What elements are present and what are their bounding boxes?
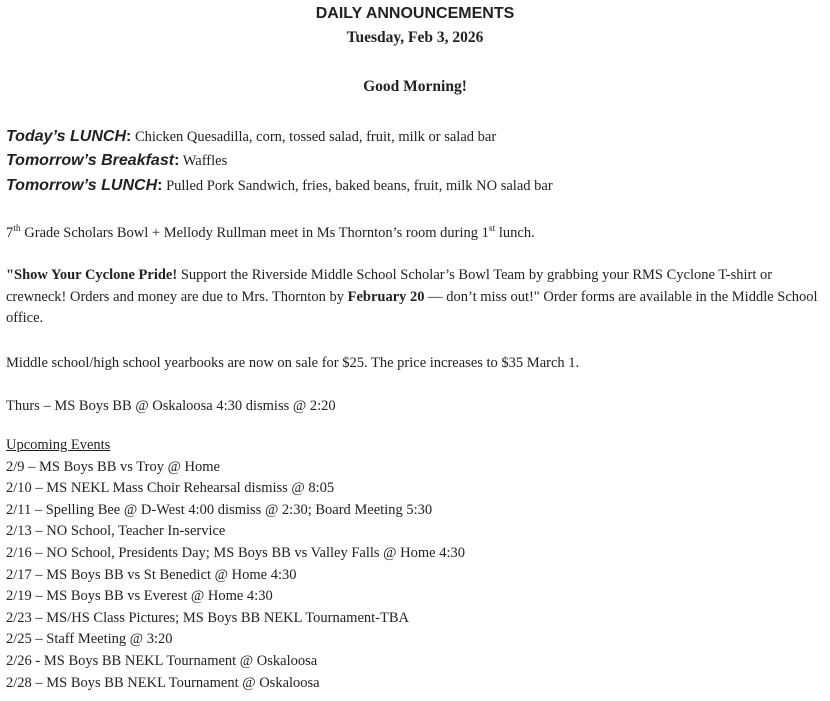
cyclone-pride-deadline: February 20 bbox=[347, 288, 425, 305]
page-title: DAILY ANNOUNCEMENTS bbox=[315, 5, 515, 22]
scholars-text-a: Grade Scholars Bowl + Mellody Rullman meet in Ms Thornton’s room during 1 bbox=[20, 225, 489, 241]
tomorrows-breakfast-line bbox=[6, 150, 227, 172]
scholars-text-b: lunch. bbox=[495, 225, 535, 241]
event-item: 2/26 - MS Boys BB NEKL Tournament @ Oskaloosa bbox=[6, 653, 318, 669]
todays-lunch-menu: Chicken Quesadilla, corn, tossed salad, fruit, milk or salad bar bbox=[131, 129, 497, 145]
tomorrows-lunch-label: Tomorrow’s LUNCH bbox=[6, 177, 158, 194]
tomorrows-lunch-colon: : bbox=[157, 177, 163, 194]
announcement-date: Tuesday, Feb 3, 2026 bbox=[346, 29, 484, 46]
event-item: 2/11 – Spelling Bee @ D-West 4:00 dismiss @ 2:30; Board Meeting 5:30 bbox=[6, 502, 433, 518]
yearbook-announcement: Middle school/high school yearbooks are now on sale for $25. The price increases to $35 March 1. bbox=[6, 355, 580, 371]
event-item: 2/19 – MS Boys BB vs Everest @ Home 4:30 bbox=[6, 588, 273, 604]
event-item: 2/16 – NO School, Presidents Day; MS Boys BB vs Valley Falls @ Home 4:30 bbox=[6, 545, 465, 561]
cyclone-pride-announcement bbox=[6, 265, 821, 330]
grade-number: 7 bbox=[6, 225, 14, 241]
todays-lunch-label: Today’s LUNCH bbox=[6, 128, 127, 145]
todays-lunch-line bbox=[6, 126, 496, 148]
thursday-event: Thurs – MS Boys BB @ Oskaloosa 4:30 dismiss @ 2:20 bbox=[6, 398, 336, 414]
event-item: 2/28 – MS Boys BB NEKL Tournament @ Oskaloosa bbox=[6, 675, 320, 691]
event-item: 2/9 – MS Boys BB vs Troy @ Home bbox=[6, 459, 220, 475]
event-item: 2/10 – MS NEKL Mass Choir Rehearsal dismiss @ 8:05 bbox=[6, 480, 335, 496]
grade-suffix: th bbox=[13, 224, 21, 234]
cyclone-pride-text-b: — don’t miss out!" Order forms are available in the Middle School office. bbox=[6, 288, 818, 326]
event-item: 2/17 – MS Boys BB vs St Benedict @ Home 4:30 bbox=[6, 567, 297, 583]
tomorrows-breakfast-menu: Waffles bbox=[179, 153, 228, 169]
cyclone-pride-lead: "Show Your Cyclone Pride! bbox=[6, 267, 178, 283]
cyclone-pride-text-a: Support the Riverside Middle School Scholar’s Bowl Team by grabbing your RMS Cyclone T-shirt or crewneck! Orders and money are due to Mrs. Thornton by bbox=[6, 267, 773, 305]
event-item: 2/25 – Staff Meeting @ 3:20 bbox=[6, 631, 173, 647]
event-item: 2/13 – NO School, Teacher In-service bbox=[6, 523, 226, 539]
greeting: Good Morning! bbox=[363, 78, 467, 95]
tomorrows-lunch-menu: Pulled Pork Sandwich, fries, baked beans, fruit, milk NO salad bar bbox=[162, 178, 553, 194]
scholars-bowl-announcement bbox=[6, 224, 535, 242]
tomorrows-breakfast-label: Tomorrow’s Breakfast bbox=[6, 152, 175, 169]
upcoming-events-heading: Upcoming Events bbox=[6, 437, 111, 453]
tomorrows-lunch-line bbox=[6, 175, 553, 197]
lunch-suffix: st bbox=[488, 224, 496, 234]
tomorrows-breakfast-colon: : bbox=[174, 152, 180, 169]
todays-lunch-colon: : bbox=[126, 128, 132, 145]
event-item: 2/23 – MS/HS Class Pictures; MS Boys BB NEKL Tournament-TBA bbox=[6, 610, 409, 626]
